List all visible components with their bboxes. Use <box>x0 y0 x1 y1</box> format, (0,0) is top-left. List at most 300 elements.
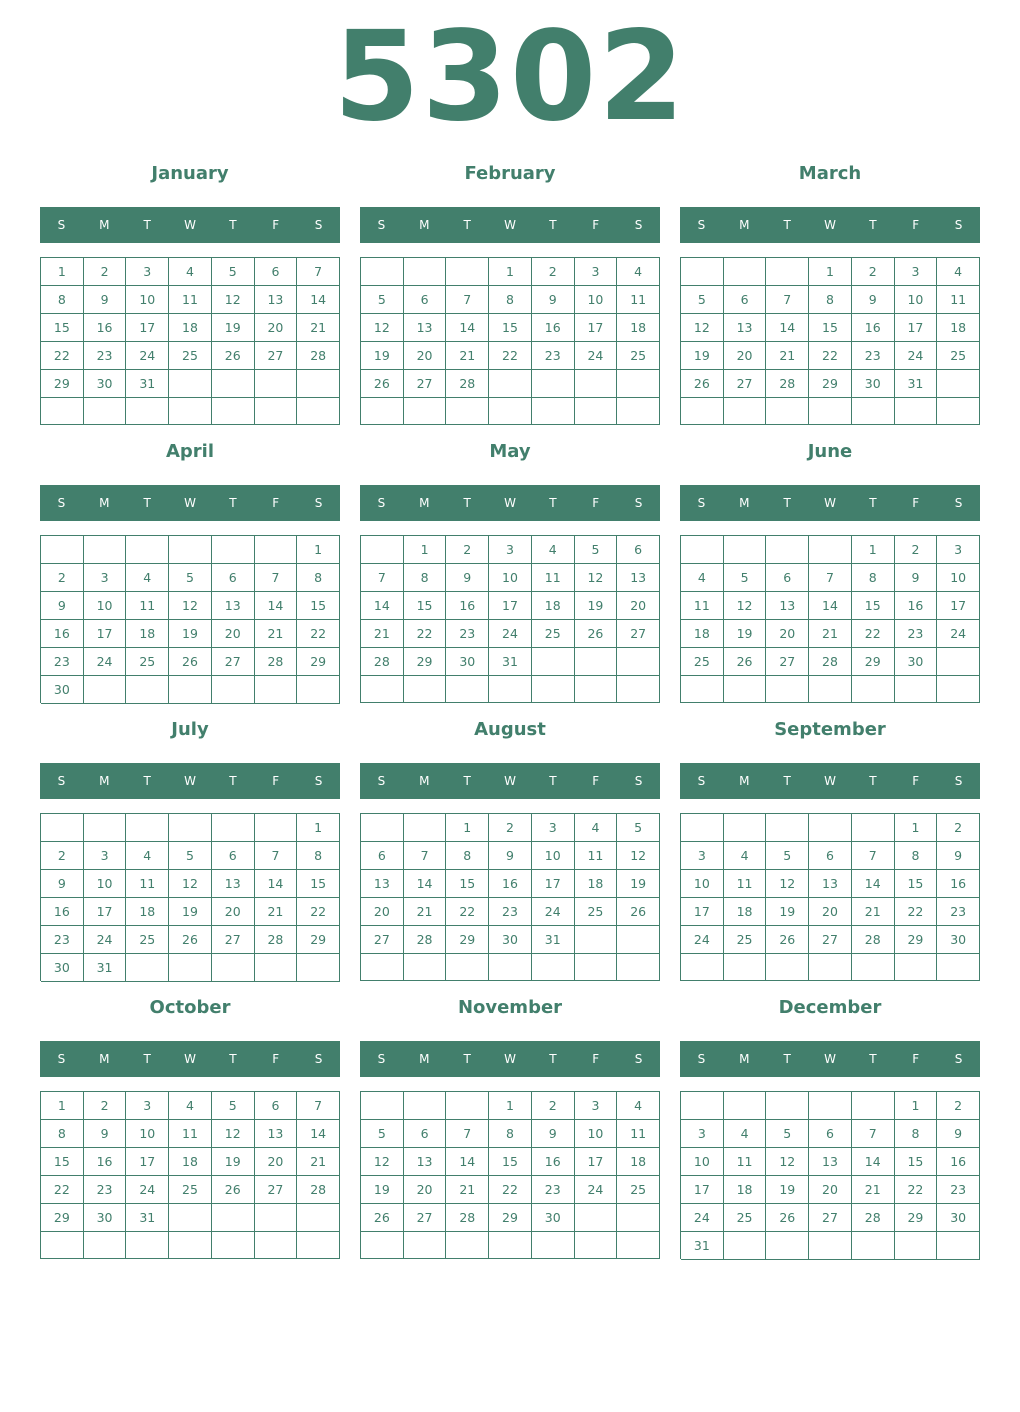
empty-day-cell <box>809 814 852 842</box>
empty-day-cell <box>212 370 255 398</box>
day-cell: 25 <box>937 342 980 370</box>
day-cell: 11 <box>681 592 724 620</box>
day-cell: 2 <box>532 258 575 286</box>
empty-day-cell <box>852 1092 895 1120</box>
day-cell: 30 <box>84 370 127 398</box>
empty-day-cell <box>446 1232 489 1259</box>
weekday-label: S <box>377 496 386 510</box>
day-cell: 1 <box>41 258 84 286</box>
day-cell: 24 <box>489 620 532 648</box>
empty-day-cell <box>532 676 575 703</box>
empty-day-cell <box>297 676 340 704</box>
empty-day-cell <box>532 398 575 425</box>
day-cell: 17 <box>681 1176 724 1204</box>
day-cell: 22 <box>446 898 489 926</box>
day-grid <box>680 1091 980 1259</box>
day-cell: 23 <box>895 620 938 648</box>
empty-day-cell <box>489 954 532 981</box>
day-cell: 3 <box>575 1092 618 1120</box>
day-cell: 13 <box>361 870 404 898</box>
day-cell: 8 <box>895 1120 938 1148</box>
day-cell: 16 <box>446 592 489 620</box>
day-cell: 15 <box>297 592 340 620</box>
empty-day-cell <box>489 370 532 398</box>
month-name: December <box>778 997 882 1018</box>
day-cell: 6 <box>404 1120 447 1148</box>
day-cell: 4 <box>681 564 724 592</box>
day-cell: 23 <box>446 620 489 648</box>
day-cell: 16 <box>41 898 84 926</box>
empty-day-cell <box>255 398 298 425</box>
day-cell: 26 <box>724 648 767 676</box>
day-grid <box>360 1091 660 1259</box>
day-cell: 19 <box>361 1176 404 1204</box>
empty-day-cell <box>361 1092 404 1120</box>
empty-day-cell <box>575 370 618 398</box>
weekday-label: S <box>377 1052 386 1066</box>
day-cell: 17 <box>126 1148 169 1176</box>
day-cell: 15 <box>489 314 532 342</box>
day-cell: 14 <box>852 1148 895 1176</box>
day-cell: 15 <box>41 1148 84 1176</box>
day-cell: 7 <box>297 258 340 286</box>
empty-day-cell <box>681 258 724 286</box>
day-cell: 21 <box>255 898 298 926</box>
day-cell: 31 <box>84 954 127 982</box>
day-cell: 16 <box>489 870 532 898</box>
month-december <box>680 990 980 1268</box>
day-cell: 18 <box>126 620 169 648</box>
month-name: May <box>489 441 531 462</box>
day-cell: 29 <box>41 370 84 398</box>
weekday-label: S <box>954 218 963 232</box>
day-cell: 15 <box>41 314 84 342</box>
day-cell: 20 <box>212 898 255 926</box>
weekday-label: F <box>272 774 280 788</box>
day-cell: 14 <box>255 592 298 620</box>
month-october <box>40 990 340 1268</box>
day-cell: 26 <box>575 620 618 648</box>
weekday-label: S <box>634 218 643 232</box>
day-cell: 5 <box>361 1120 404 1148</box>
weekday-header <box>40 485 340 521</box>
empty-day-cell <box>212 398 255 425</box>
day-cell: 4 <box>126 842 169 870</box>
day-cell: 1 <box>41 1092 84 1120</box>
day-grid <box>680 813 980 981</box>
day-cell: 20 <box>724 342 767 370</box>
empty-day-cell <box>212 1204 255 1232</box>
weekday-header <box>680 485 980 521</box>
day-cell: 7 <box>852 1120 895 1148</box>
day-cell: 13 <box>809 1148 852 1176</box>
empty-day-cell <box>809 1092 852 1120</box>
day-cell: 24 <box>126 1176 169 1204</box>
day-cell: 16 <box>852 314 895 342</box>
weekday-label: M <box>419 774 430 788</box>
empty-day-cell <box>446 954 489 981</box>
day-cell: 18 <box>169 1148 212 1176</box>
day-cell: 1 <box>489 258 532 286</box>
day-cell: 29 <box>809 370 852 398</box>
weekday-label: T <box>869 1052 877 1066</box>
empty-day-cell <box>724 258 767 286</box>
day-cell: 31 <box>895 370 938 398</box>
empty-day-cell <box>404 1092 447 1120</box>
day-cell: 17 <box>937 592 980 620</box>
day-cell: 18 <box>169 314 212 342</box>
day-cell: 7 <box>446 286 489 314</box>
day-cell: 22 <box>41 342 84 370</box>
weekday-label: S <box>697 218 706 232</box>
day-cell: 26 <box>361 1204 404 1232</box>
empty-day-cell <box>852 954 895 981</box>
weekday-label: M <box>99 774 110 788</box>
day-cell: 23 <box>489 898 532 926</box>
day-cell: 1 <box>809 258 852 286</box>
empty-day-cell <box>361 676 404 703</box>
empty-day-cell <box>724 954 767 981</box>
empty-day-cell <box>532 954 575 981</box>
day-cell: 20 <box>809 1176 852 1204</box>
weekday-label: S <box>57 218 66 232</box>
day-cell: 9 <box>852 286 895 314</box>
weekday-label: S <box>314 1052 323 1066</box>
weekday-label: F <box>912 1052 920 1066</box>
weekday-header <box>360 763 660 799</box>
empty-day-cell <box>681 676 724 703</box>
weekday-label: S <box>697 774 706 788</box>
day-cell: 8 <box>489 1120 532 1148</box>
day-cell: 28 <box>297 342 340 370</box>
empty-day-cell <box>724 1232 767 1260</box>
day-cell: 28 <box>766 370 809 398</box>
day-cell: 5 <box>766 842 809 870</box>
empty-day-cell <box>895 954 938 981</box>
weekday-header <box>40 1041 340 1077</box>
empty-day-cell <box>575 648 618 676</box>
empty-day-cell <box>212 536 255 564</box>
empty-day-cell <box>446 1092 489 1120</box>
month-name: June <box>807 441 853 462</box>
day-cell: 20 <box>617 592 660 620</box>
empty-day-cell <box>446 398 489 425</box>
day-cell: 9 <box>532 1120 575 1148</box>
day-cell: 30 <box>532 1204 575 1232</box>
day-cell: 18 <box>532 592 575 620</box>
empty-day-cell <box>126 676 169 704</box>
day-cell: 3 <box>895 258 938 286</box>
weekday-label: T <box>143 496 151 510</box>
day-cell: 21 <box>766 342 809 370</box>
weekday-label: W <box>184 218 196 232</box>
day-cell: 24 <box>937 620 980 648</box>
weekday-label: S <box>314 774 323 788</box>
empty-day-cell <box>724 1092 767 1120</box>
empty-day-cell <box>766 1232 809 1260</box>
empty-day-cell <box>169 954 212 982</box>
month-may <box>360 434 660 712</box>
weekday-label: S <box>697 1052 706 1066</box>
empty-day-cell <box>212 954 255 982</box>
day-cell: 10 <box>84 870 127 898</box>
month-november <box>360 990 660 1268</box>
empty-day-cell <box>297 1204 340 1232</box>
weekday-label: T <box>783 774 791 788</box>
weekday-label: T <box>549 218 557 232</box>
weekday-label: M <box>739 496 750 510</box>
day-cell: 9 <box>84 286 127 314</box>
empty-day-cell <box>895 1232 938 1260</box>
day-cell: 23 <box>852 342 895 370</box>
day-cell: 6 <box>724 286 767 314</box>
day-cell: 19 <box>766 1176 809 1204</box>
weekday-label: T <box>783 218 791 232</box>
day-cell: 10 <box>489 564 532 592</box>
day-cell: 16 <box>84 1148 127 1176</box>
day-cell: 26 <box>169 648 212 676</box>
weekday-label: T <box>463 218 471 232</box>
day-cell: 25 <box>126 648 169 676</box>
day-cell: 23 <box>937 898 980 926</box>
day-cell: 28 <box>297 1176 340 1204</box>
day-grid <box>360 813 660 981</box>
day-cell: 2 <box>41 564 84 592</box>
day-cell: 30 <box>489 926 532 954</box>
day-cell: 28 <box>255 926 298 954</box>
day-cell: 5 <box>361 286 404 314</box>
day-cell: 23 <box>532 1176 575 1204</box>
weekday-label: F <box>592 1052 600 1066</box>
empty-day-cell <box>489 676 532 703</box>
day-cell: 23 <box>41 926 84 954</box>
month-april <box>40 434 340 712</box>
day-cell: 30 <box>84 1204 127 1232</box>
empty-day-cell <box>126 814 169 842</box>
day-cell: 17 <box>84 898 127 926</box>
empty-day-cell <box>852 676 895 703</box>
empty-day-cell <box>255 370 298 398</box>
weekday-label: F <box>592 496 600 510</box>
day-cell: 21 <box>404 898 447 926</box>
empty-day-cell <box>766 398 809 425</box>
day-cell: 18 <box>681 620 724 648</box>
day-cell: 14 <box>446 314 489 342</box>
empty-day-cell <box>809 676 852 703</box>
day-cell: 17 <box>126 314 169 342</box>
day-cell: 1 <box>895 814 938 842</box>
day-cell: 11 <box>575 842 618 870</box>
day-cell: 7 <box>809 564 852 592</box>
day-cell: 6 <box>255 258 298 286</box>
weekday-label: T <box>549 496 557 510</box>
day-cell: 17 <box>895 314 938 342</box>
empty-day-cell <box>361 398 404 425</box>
empty-day-cell <box>617 398 660 425</box>
day-cell: 24 <box>681 1204 724 1232</box>
day-cell: 25 <box>126 926 169 954</box>
month-name: April <box>165 441 215 462</box>
day-cell: 28 <box>404 926 447 954</box>
day-cell: 19 <box>169 620 212 648</box>
weekday-label: S <box>314 218 323 232</box>
weekday-label: M <box>99 218 110 232</box>
empty-day-cell <box>255 1204 298 1232</box>
empty-day-cell <box>84 398 127 425</box>
empty-day-cell <box>169 1232 212 1259</box>
day-cell: 6 <box>617 536 660 564</box>
day-cell: 23 <box>84 1176 127 1204</box>
day-cell: 30 <box>895 648 938 676</box>
day-cell: 7 <box>404 842 447 870</box>
empty-day-cell <box>361 258 404 286</box>
day-grid <box>40 813 340 981</box>
weekday-label: F <box>272 1052 280 1066</box>
day-cell: 8 <box>852 564 895 592</box>
empty-day-cell <box>84 814 127 842</box>
day-cell: 30 <box>41 954 84 982</box>
day-cell: 15 <box>446 870 489 898</box>
day-cell: 5 <box>169 842 212 870</box>
empty-day-cell <box>41 398 84 425</box>
day-cell: 20 <box>212 620 255 648</box>
weekday-label: T <box>229 218 237 232</box>
day-cell: 31 <box>126 1204 169 1232</box>
weekday-label: T <box>869 774 877 788</box>
weekday-label: T <box>463 774 471 788</box>
empty-day-cell <box>724 536 767 564</box>
day-cell: 10 <box>532 842 575 870</box>
day-cell: 16 <box>937 1148 980 1176</box>
day-cell: 20 <box>766 620 809 648</box>
day-cell: 25 <box>169 342 212 370</box>
day-grid <box>40 1091 340 1259</box>
day-cell: 24 <box>575 342 618 370</box>
day-cell: 2 <box>532 1092 575 1120</box>
day-cell: 19 <box>724 620 767 648</box>
weekday-label: W <box>824 774 836 788</box>
day-cell: 25 <box>169 1176 212 1204</box>
empty-day-cell <box>766 676 809 703</box>
day-cell: 19 <box>681 342 724 370</box>
weekday-label: W <box>824 218 836 232</box>
weekday-label: S <box>634 1052 643 1066</box>
day-cell: 4 <box>532 536 575 564</box>
empty-day-cell <box>404 676 447 703</box>
empty-day-cell <box>809 536 852 564</box>
day-cell: 29 <box>852 648 895 676</box>
day-cell: 11 <box>937 286 980 314</box>
empty-day-cell <box>297 954 340 982</box>
day-cell: 10 <box>126 1120 169 1148</box>
day-cell: 27 <box>766 648 809 676</box>
empty-day-cell <box>297 398 340 425</box>
day-cell: 29 <box>446 926 489 954</box>
day-cell: 12 <box>212 286 255 314</box>
weekday-label: F <box>912 496 920 510</box>
day-cell: 25 <box>681 648 724 676</box>
day-cell: 23 <box>937 1176 980 1204</box>
day-cell: 1 <box>895 1092 938 1120</box>
weekday-header <box>680 207 980 243</box>
month-june <box>680 434 980 712</box>
day-cell: 3 <box>681 1120 724 1148</box>
weekday-label: S <box>634 774 643 788</box>
weekday-header <box>360 207 660 243</box>
day-cell: 8 <box>446 842 489 870</box>
day-cell: 8 <box>489 286 532 314</box>
day-cell: 20 <box>255 1148 298 1176</box>
empty-day-cell <box>575 954 618 981</box>
day-cell: 12 <box>766 1148 809 1176</box>
weekday-label: T <box>143 774 151 788</box>
month-name: February <box>464 163 556 184</box>
day-cell: 4 <box>169 258 212 286</box>
empty-day-cell <box>681 536 724 564</box>
day-cell: 15 <box>895 870 938 898</box>
weekday-label: T <box>549 1052 557 1066</box>
empty-day-cell <box>575 676 618 703</box>
day-cell: 19 <box>766 898 809 926</box>
day-cell: 23 <box>532 342 575 370</box>
month-name: January <box>151 163 229 184</box>
day-cell: 13 <box>212 870 255 898</box>
day-cell: 17 <box>575 1148 618 1176</box>
empty-day-cell <box>446 676 489 703</box>
empty-day-cell <box>41 1232 84 1259</box>
day-cell: 12 <box>617 842 660 870</box>
weekday-label: F <box>592 218 600 232</box>
day-cell: 19 <box>212 1148 255 1176</box>
day-cell: 27 <box>404 1204 447 1232</box>
day-cell: 5 <box>169 564 212 592</box>
day-cell: 24 <box>532 898 575 926</box>
day-cell: 21 <box>297 314 340 342</box>
day-cell: 16 <box>84 314 127 342</box>
day-cell: 2 <box>937 814 980 842</box>
empty-day-cell <box>84 536 127 564</box>
day-cell: 2 <box>84 1092 127 1120</box>
day-cell: 2 <box>852 258 895 286</box>
empty-day-cell <box>84 676 127 704</box>
day-cell: 27 <box>617 620 660 648</box>
day-cell: 18 <box>126 898 169 926</box>
day-cell: 12 <box>212 1120 255 1148</box>
day-grid <box>360 535 660 703</box>
empty-day-cell <box>895 676 938 703</box>
day-grid <box>360 257 660 425</box>
weekday-label: S <box>57 1052 66 1066</box>
day-cell: 19 <box>575 592 618 620</box>
empty-day-cell <box>681 814 724 842</box>
weekday-label: T <box>463 496 471 510</box>
empty-day-cell <box>255 814 298 842</box>
empty-day-cell <box>255 954 298 982</box>
day-cell: 6 <box>404 286 447 314</box>
day-cell: 9 <box>532 286 575 314</box>
empty-day-cell <box>617 954 660 981</box>
month-name: August <box>474 719 546 740</box>
empty-day-cell <box>126 954 169 982</box>
empty-day-cell <box>169 676 212 704</box>
day-cell: 2 <box>489 814 532 842</box>
weekday-label: F <box>272 218 280 232</box>
day-cell: 15 <box>404 592 447 620</box>
day-cell: 12 <box>169 870 212 898</box>
empty-day-cell <box>404 1232 447 1259</box>
weekday-label: S <box>57 496 66 510</box>
day-cell: 30 <box>852 370 895 398</box>
